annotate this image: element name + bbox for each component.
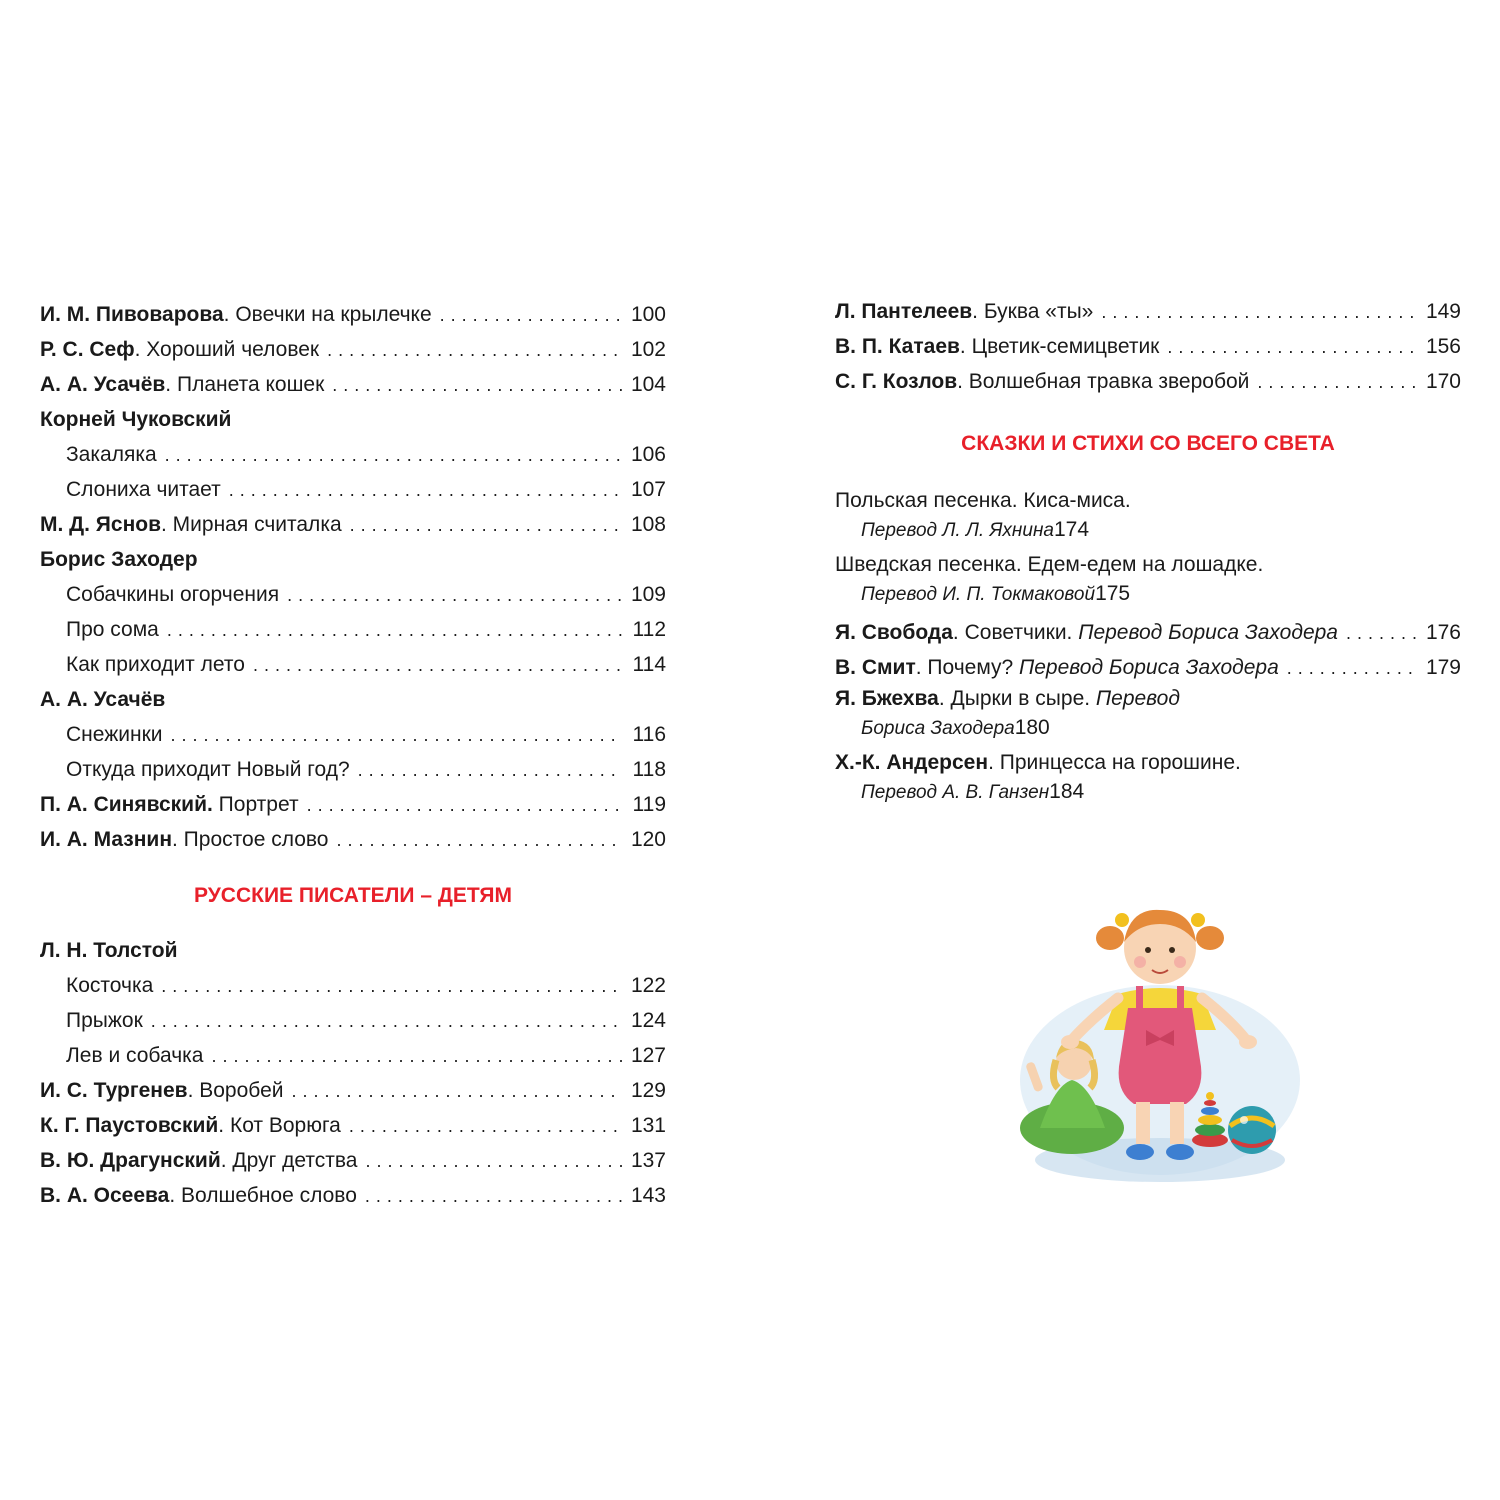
toc-title: Буква «ты» — [978, 300, 1094, 323]
toc-entry-maznin[interactable]: И. А. Мазнин. Простое слово . . . 120 — [40, 822, 666, 857]
toc-page-number: 124 — [630, 1009, 666, 1032]
toc-entry-zakalyaka[interactable] — [40, 437, 666, 472]
toc-page-number: 104 — [630, 373, 666, 396]
toc-entry-pro-soma[interactable] — [40, 612, 666, 647]
dot-leader — [167, 613, 622, 648]
toc-left-column — [40, 297, 666, 1213]
dot-leader — [440, 298, 622, 333]
toc-entry-smit[interactable]: В. Смит. Почему? Перевод Бориса Заходера . . . 179 — [835, 650, 1461, 685]
toc-page-number: 180 — [1014, 716, 1050, 739]
toc-title: Советчики. — [958, 621, 1079, 644]
toc-title: Воробей — [193, 1079, 284, 1102]
dot-leader — [332, 368, 622, 403]
dot-leader — [292, 1074, 623, 1109]
toc-title: Волшебная травка зверобой — [962, 370, 1250, 393]
toc-entry-andersen[interactable]: Х.-К. Андерсен. Принцесса на горошине. Перевод А. В. Ганзен 184 — [835, 749, 1461, 813]
toc-title: Хороший человек — [140, 338, 320, 361]
toc-page-number: 120 — [630, 828, 666, 851]
toc-author: К. Г. Паустовский — [40, 1114, 219, 1137]
toc-translator: Перевод Бориса Заходера — [1019, 656, 1279, 679]
toc-author-chukovsky: Корней Чуковский — [40, 408, 232, 431]
toc-author: И. А. Мазнин — [40, 828, 172, 851]
toc-author: И. С. Тургенев — [40, 1079, 188, 1102]
toc-translator: Перевод Бориса Заходера — [1078, 621, 1338, 644]
toc-title: Мирная считалка — [166, 513, 342, 536]
toc-author: Л. Пантелеев — [835, 300, 973, 323]
toc-page-number: 114 — [632, 653, 666, 676]
toc-page-number: 184 — [1049, 780, 1085, 803]
toc-page-number: 109 — [630, 583, 666, 606]
toc-title: Про сома — [66, 618, 159, 641]
toc-entry-turgenev[interactable]: И. С. Тургенев. Воробей . . . 129 — [40, 1073, 666, 1108]
toc-entry-usachev-planeta[interactable]: А. А. Усачёв. Планета кошек . . . 104 — [40, 367, 666, 402]
toc-translator: Перевод А. В. Ганзен — [861, 782, 1050, 803]
girl-with-toys-illustration — [1010, 890, 1300, 1190]
toc-author: В. П. Катаев — [835, 335, 960, 358]
toc-page-number: 118 — [632, 758, 666, 781]
dot-leader — [327, 333, 622, 368]
dot-leader — [229, 473, 622, 508]
toc-title: Кот Ворюга — [224, 1114, 341, 1137]
toc-title: Овечки на крылечке — [229, 303, 432, 326]
toc-entry-kataev[interactable]: В. П. Катаев. Цветик-семицветик . . . 156 — [835, 329, 1461, 364]
dot-leader — [1346, 616, 1417, 651]
toc-page-number: 129 — [630, 1079, 666, 1102]
toc-author: И. М. Пивоварова — [40, 303, 224, 326]
toc-author-usachev: А. А. Усачёв — [40, 688, 166, 711]
toc-page-number: 174 — [1053, 518, 1090, 541]
toc-author: С. Г. Козлов — [835, 370, 958, 393]
toc-title: Принцесса на горошине. — [993, 751, 1241, 774]
toc-entry-lev-i-sobachka[interactable] — [40, 1038, 666, 1073]
toc-entry-paustovsky[interactable]: К. Г. Паустовский. Кот Ворюга . . . 131 — [40, 1108, 666, 1143]
dot-leader — [336, 823, 622, 858]
toc-page-number: 127 — [630, 1044, 666, 1067]
toc-page-number: 112 — [632, 618, 666, 641]
dot-leader — [1257, 365, 1417, 400]
dot-leader — [365, 1144, 622, 1179]
toc-page-number: 175 — [1095, 582, 1131, 605]
toc-title: Планета кошек — [171, 373, 325, 396]
dot-leader — [1101, 295, 1417, 330]
section-heading-world-tales: СКАЗКИ И СТИХИ СО ВСЕГО СВЕТА — [961, 432, 1335, 455]
toc-entry-svoboda[interactable]: Я. Свобода. Советчики. Перевод Бориса Заходера . . . 176 — [835, 615, 1461, 650]
toc-title: Простое слово — [177, 828, 329, 851]
toc-entry-polish-song[interactable] — [835, 487, 1461, 551]
toc-author: А. А. Усачёв — [40, 373, 166, 396]
toc-translator: Перевод — [1095, 687, 1180, 710]
toc-author: П. А. Синявский. — [40, 793, 213, 816]
toc-page-number: 137 — [630, 1149, 666, 1172]
toc-entry-kostochka[interactable] — [40, 968, 666, 1003]
toc-entry-pryzhok[interactable] — [40, 1003, 666, 1038]
toc-title: Откуда приходит Новый год? — [66, 758, 350, 781]
dot-leader — [358, 753, 622, 788]
toc-author-zakhoder: Борис Заходер — [40, 548, 198, 571]
toc-entry-panteleev[interactable]: Л. Пантелеев. Буква «ты» . . . 149 — [835, 294, 1461, 329]
dot-leader — [211, 1039, 622, 1074]
toc-title: Портрет — [212, 793, 299, 816]
toc-entry-sinyavsky[interactable] — [40, 787, 666, 822]
toc-title: Собачкины огорчения — [66, 583, 280, 606]
toc-entry-kozlov[interactable]: С. Г. Козлов. Волшебная травка зверобой . . . 170 — [835, 364, 1461, 399]
toc-page-number: 106 — [630, 443, 666, 466]
toc-author: Я. Бжехва — [835, 687, 939, 710]
dot-leader — [171, 718, 623, 753]
toc-page-number: 119 — [632, 793, 666, 816]
toc-translator: Бориса Заходера — [861, 718, 1015, 739]
toc-entry-kak-prikhodit-leto[interactable] — [40, 647, 666, 682]
toc-entry-pivovarova[interactable]: И. М. Пивоварова. Овечки на крылечке . . . 100 — [40, 297, 666, 332]
dot-leader — [365, 1179, 622, 1214]
toc-page-number: 176 — [1425, 621, 1461, 644]
toc-title: Цветик-семицветик — [965, 335, 1160, 358]
toc-page-number: 102 — [630, 338, 666, 361]
toc-entry-oseeva[interactable]: В. А. Осеева. Волшебное слово . . . 143 — [40, 1178, 666, 1213]
dot-leader — [307, 788, 622, 823]
toc-author: В. А. Осеева — [40, 1184, 170, 1207]
dot-leader — [165, 438, 622, 473]
toc-entry-sobachkiny[interactable] — [40, 577, 666, 612]
toc-page-number: 179 — [1425, 656, 1461, 679]
toc-title: Лев и собачка — [66, 1044, 204, 1067]
toc-page-number: 149 — [1425, 300, 1461, 323]
section-heading-russian-writers: РУССКИЕ ПИСАТЕЛИ – ДЕТЯМ — [194, 884, 512, 907]
toc-title: Польская песенка. Киса-миса. — [835, 489, 1131, 512]
dot-leader — [161, 969, 622, 1004]
toc-entry-sef[interactable]: Р. С. Сеф. Хороший человек . . . 102 — [40, 332, 666, 367]
toc-translator: Перевод И. П. Токмаковой — [861, 584, 1096, 605]
toc-page-number: 107 — [630, 478, 666, 501]
toc-author-tolstoy: Л. Н. Толстой — [40, 939, 178, 962]
toc-author: Я. Свобода — [835, 621, 953, 644]
toc-title: Слониха читает — [66, 478, 221, 501]
dot-leader — [151, 1004, 622, 1039]
toc-title: Шведская песенка. Едем-едем на лошадке. — [835, 553, 1264, 576]
dot-leader — [1287, 651, 1417, 686]
toc-author: В. Ю. Драгунский — [40, 1149, 221, 1172]
toc-page-number: 100 — [630, 303, 666, 326]
toc-page-number: 108 — [630, 513, 666, 536]
toc-title: Друг детства — [226, 1149, 358, 1172]
toc-page-number: 156 — [1425, 335, 1461, 358]
toc-entry-swedish-song[interactable] — [835, 551, 1461, 615]
toc-entry-snezhinki[interactable] — [40, 717, 666, 752]
toc-author: М. Д. Яснов — [40, 513, 161, 536]
toc-page-number: 116 — [632, 723, 666, 746]
toc-entry-slonikha[interactable] — [40, 472, 666, 507]
dot-leader — [1167, 330, 1417, 365]
dot-leader — [253, 648, 622, 683]
toc-title: Прыжок — [66, 1009, 143, 1032]
toc-page-number: 131 — [630, 1114, 666, 1137]
dot-leader — [349, 1109, 622, 1144]
toc-title: Как приходит лето — [66, 653, 245, 676]
toc-entry-dragunsky[interactable]: В. Ю. Драгунский. Друг детства . . . 137 — [40, 1143, 666, 1178]
ball-icon — [1228, 1106, 1276, 1154]
toc-author: Х.-К. Андерсен — [835, 751, 989, 774]
toc-title: Закаляка — [66, 443, 157, 466]
toc-title: Волшебное слово — [175, 1184, 357, 1207]
dot-leader — [287, 578, 622, 613]
toc-title: Дырки в сыре. — [944, 687, 1096, 710]
toc-page-number: 122 — [630, 974, 666, 997]
toc-page-number: 143 — [630, 1184, 666, 1207]
toc-page-number: 170 — [1425, 370, 1461, 393]
toc-author: Р. С. Сеф — [40, 338, 135, 361]
toc-title: Косточка — [66, 974, 154, 997]
toc-title: Снежинки — [66, 723, 163, 746]
toc-title: Почему? — [921, 656, 1020, 679]
toc-entry-yasnov[interactable]: М. Д. Яснов. Мирная считалка . . . 108 — [40, 507, 666, 542]
toc-right-column — [835, 294, 1461, 813]
toc-entry-brzechwa[interactable]: Я. Бжехва. Дырки в сыре. Перевод Бориса Заходера 180 — [835, 685, 1461, 749]
toc-entry-novyi-god[interactable] — [40, 752, 666, 787]
toc-author: В. Смит — [835, 656, 916, 679]
toc-translator: Перевод Л. Л. Яхнина — [861, 520, 1054, 541]
dot-leader — [350, 508, 622, 543]
